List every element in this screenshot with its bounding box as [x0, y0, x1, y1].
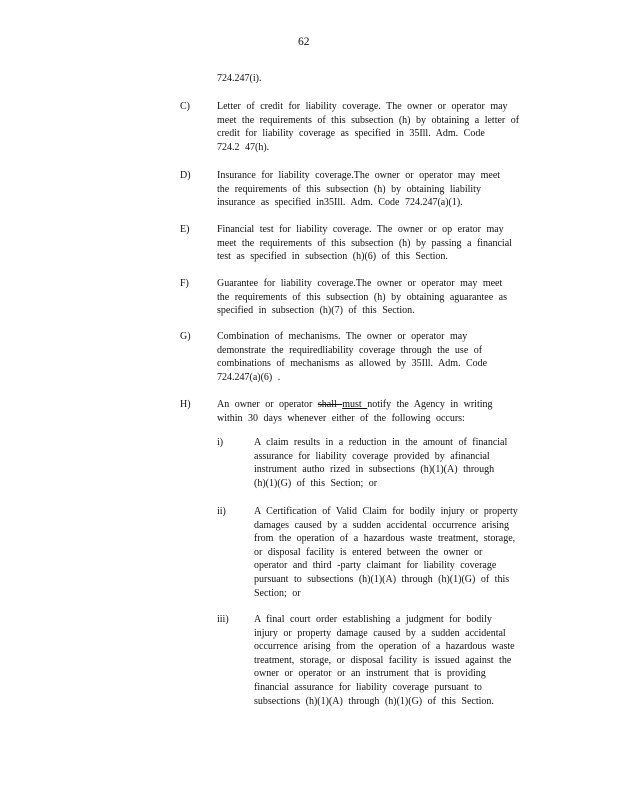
item-label-g: G) [180, 331, 191, 342]
item-d-text [217, 169, 500, 210]
item-label-h: H) [180, 399, 191, 410]
subitem-iii-line: owner or operator or an instrument that is providing [254, 668, 486, 680]
item-e-line: meet the requirements of this subsection (h) by passing a financial [217, 237, 512, 249]
item-label-f: F) [180, 278, 189, 289]
item-h-line-2: within 30 days whenever either of the following occurs: [217, 412, 465, 424]
item-h-text-before: An owner or operator [217, 399, 318, 410]
subitem-ii-line: or disposal facility is entered between the owner or [254, 546, 483, 558]
subitem-label-i: i) [217, 437, 224, 448]
subitem-iii-line: injury or property damage caused by a sudden accidental [254, 627, 506, 639]
subitem-ii-text [254, 505, 518, 600]
subitem-ii-line: operator and third -party claimant for liability coverage [254, 560, 497, 572]
subitem-i-line: assurance for liability coverage provided by afinancial [254, 450, 490, 462]
item-label-d: D) [180, 170, 191, 181]
item-g-line: demonstrate the requiredliability coverage through the use of [217, 344, 483, 356]
item-e-line: test as specified in subsection (h)(6) of this Section. [217, 251, 448, 263]
item-c-line: 724.2 47(h). [217, 141, 270, 153]
item-f-line: Guarantee for liability coverage.The owner or operator may meet [217, 278, 503, 289]
subitem-label-ii: ii) [217, 506, 226, 517]
item-c-line: credit for liability coverage as specified in 35Ill. Adm. Code [217, 128, 485, 140]
item-d-line: the requirements of this subsection (h) by obtaining liability [217, 183, 481, 195]
subitem-ii-line: Section; or [254, 587, 301, 599]
subitem-i-line: A claim results in a reduction in the amount of financial [254, 437, 508, 448]
intro-line: 724.247(i). [217, 73, 262, 84]
inserted-text: must [342, 399, 368, 410]
subitem-i-text [254, 436, 507, 490]
item-c-line: Letter of credit for liability coverage. The owner or operator may [217, 101, 508, 112]
item-e-text [217, 223, 512, 264]
item-f-line: the requirements of this subsection (h) by obtaining aguarantee as [217, 291, 507, 303]
item-d-line: Insurance for liability coverage.The owner or operator may meet [217, 170, 501, 181]
item-h-line-1 [217, 398, 493, 412]
subitem-iii-line: treatment, storage, or disposal facility is issued against the [254, 654, 512, 666]
page-number: 62 [298, 36, 310, 48]
item-label-e: E) [180, 224, 190, 235]
item-h-text [217, 398, 493, 425]
subitem-ii-line: damages caused by a sudden accidental occurrence arising [254, 519, 510, 531]
item-h-text-after: notify the Agency in writing [367, 399, 493, 410]
subitem-iii-line: occurrence arising from the operation of a hazardous waste [254, 641, 515, 653]
subitem-iii-line: subsections (h)(1)(A) through (h)(1)(G) of this Section. [254, 695, 494, 707]
item-g-line: combinations of mechanisms as allowed by 35Ill. Adm. Code [217, 358, 488, 370]
item-g-line: 724.247(a)(6) . [217, 371, 281, 383]
item-c-text [217, 100, 519, 154]
subitem-ii-line: A Certification of Valid Claim for bodily injury or property [254, 506, 518, 517]
subitem-iii-line: A final court order establishing a judgment for bodily [254, 614, 492, 625]
subitem-ii-line: from the operation of a hazardous waste treatment, storage, [254, 533, 516, 545]
subitem-label-iii: iii) [217, 614, 229, 625]
subitem-i-line: (h)(1)(G) of this Section; or [254, 477, 378, 489]
subitem-iii-text [254, 613, 515, 708]
item-g-text [217, 330, 487, 384]
item-d-line: insurance as specified in35Ill. Adm. Code 724.247(a)(1). [217, 197, 463, 209]
item-c-line: meet the requirements of this subsection (h) by obtaining a letter of [217, 114, 520, 126]
subitem-ii-line: pursuant to subsections (h)(1)(A) through (h)(1)(G) of this [254, 573, 510, 585]
item-label-c: C) [180, 101, 190, 112]
intro-line-block [217, 72, 261, 86]
item-f-line: specified in subsection (h)(7) of this Section. [217, 305, 415, 317]
item-e-line: Financial test for liability coverage. The owner or op erator may [217, 224, 504, 235]
subitem-iii-line: financial assurance for liability coverage pursuant to [254, 681, 482, 693]
item-g-line: Combination of mechanisms. The owner or operator may [217, 331, 468, 342]
item-f-text [217, 277, 507, 318]
subitem-i-line: instrument autho rized in subsections (h)(1)(A) through [254, 464, 495, 476]
struck-text: shall [317, 399, 343, 410]
